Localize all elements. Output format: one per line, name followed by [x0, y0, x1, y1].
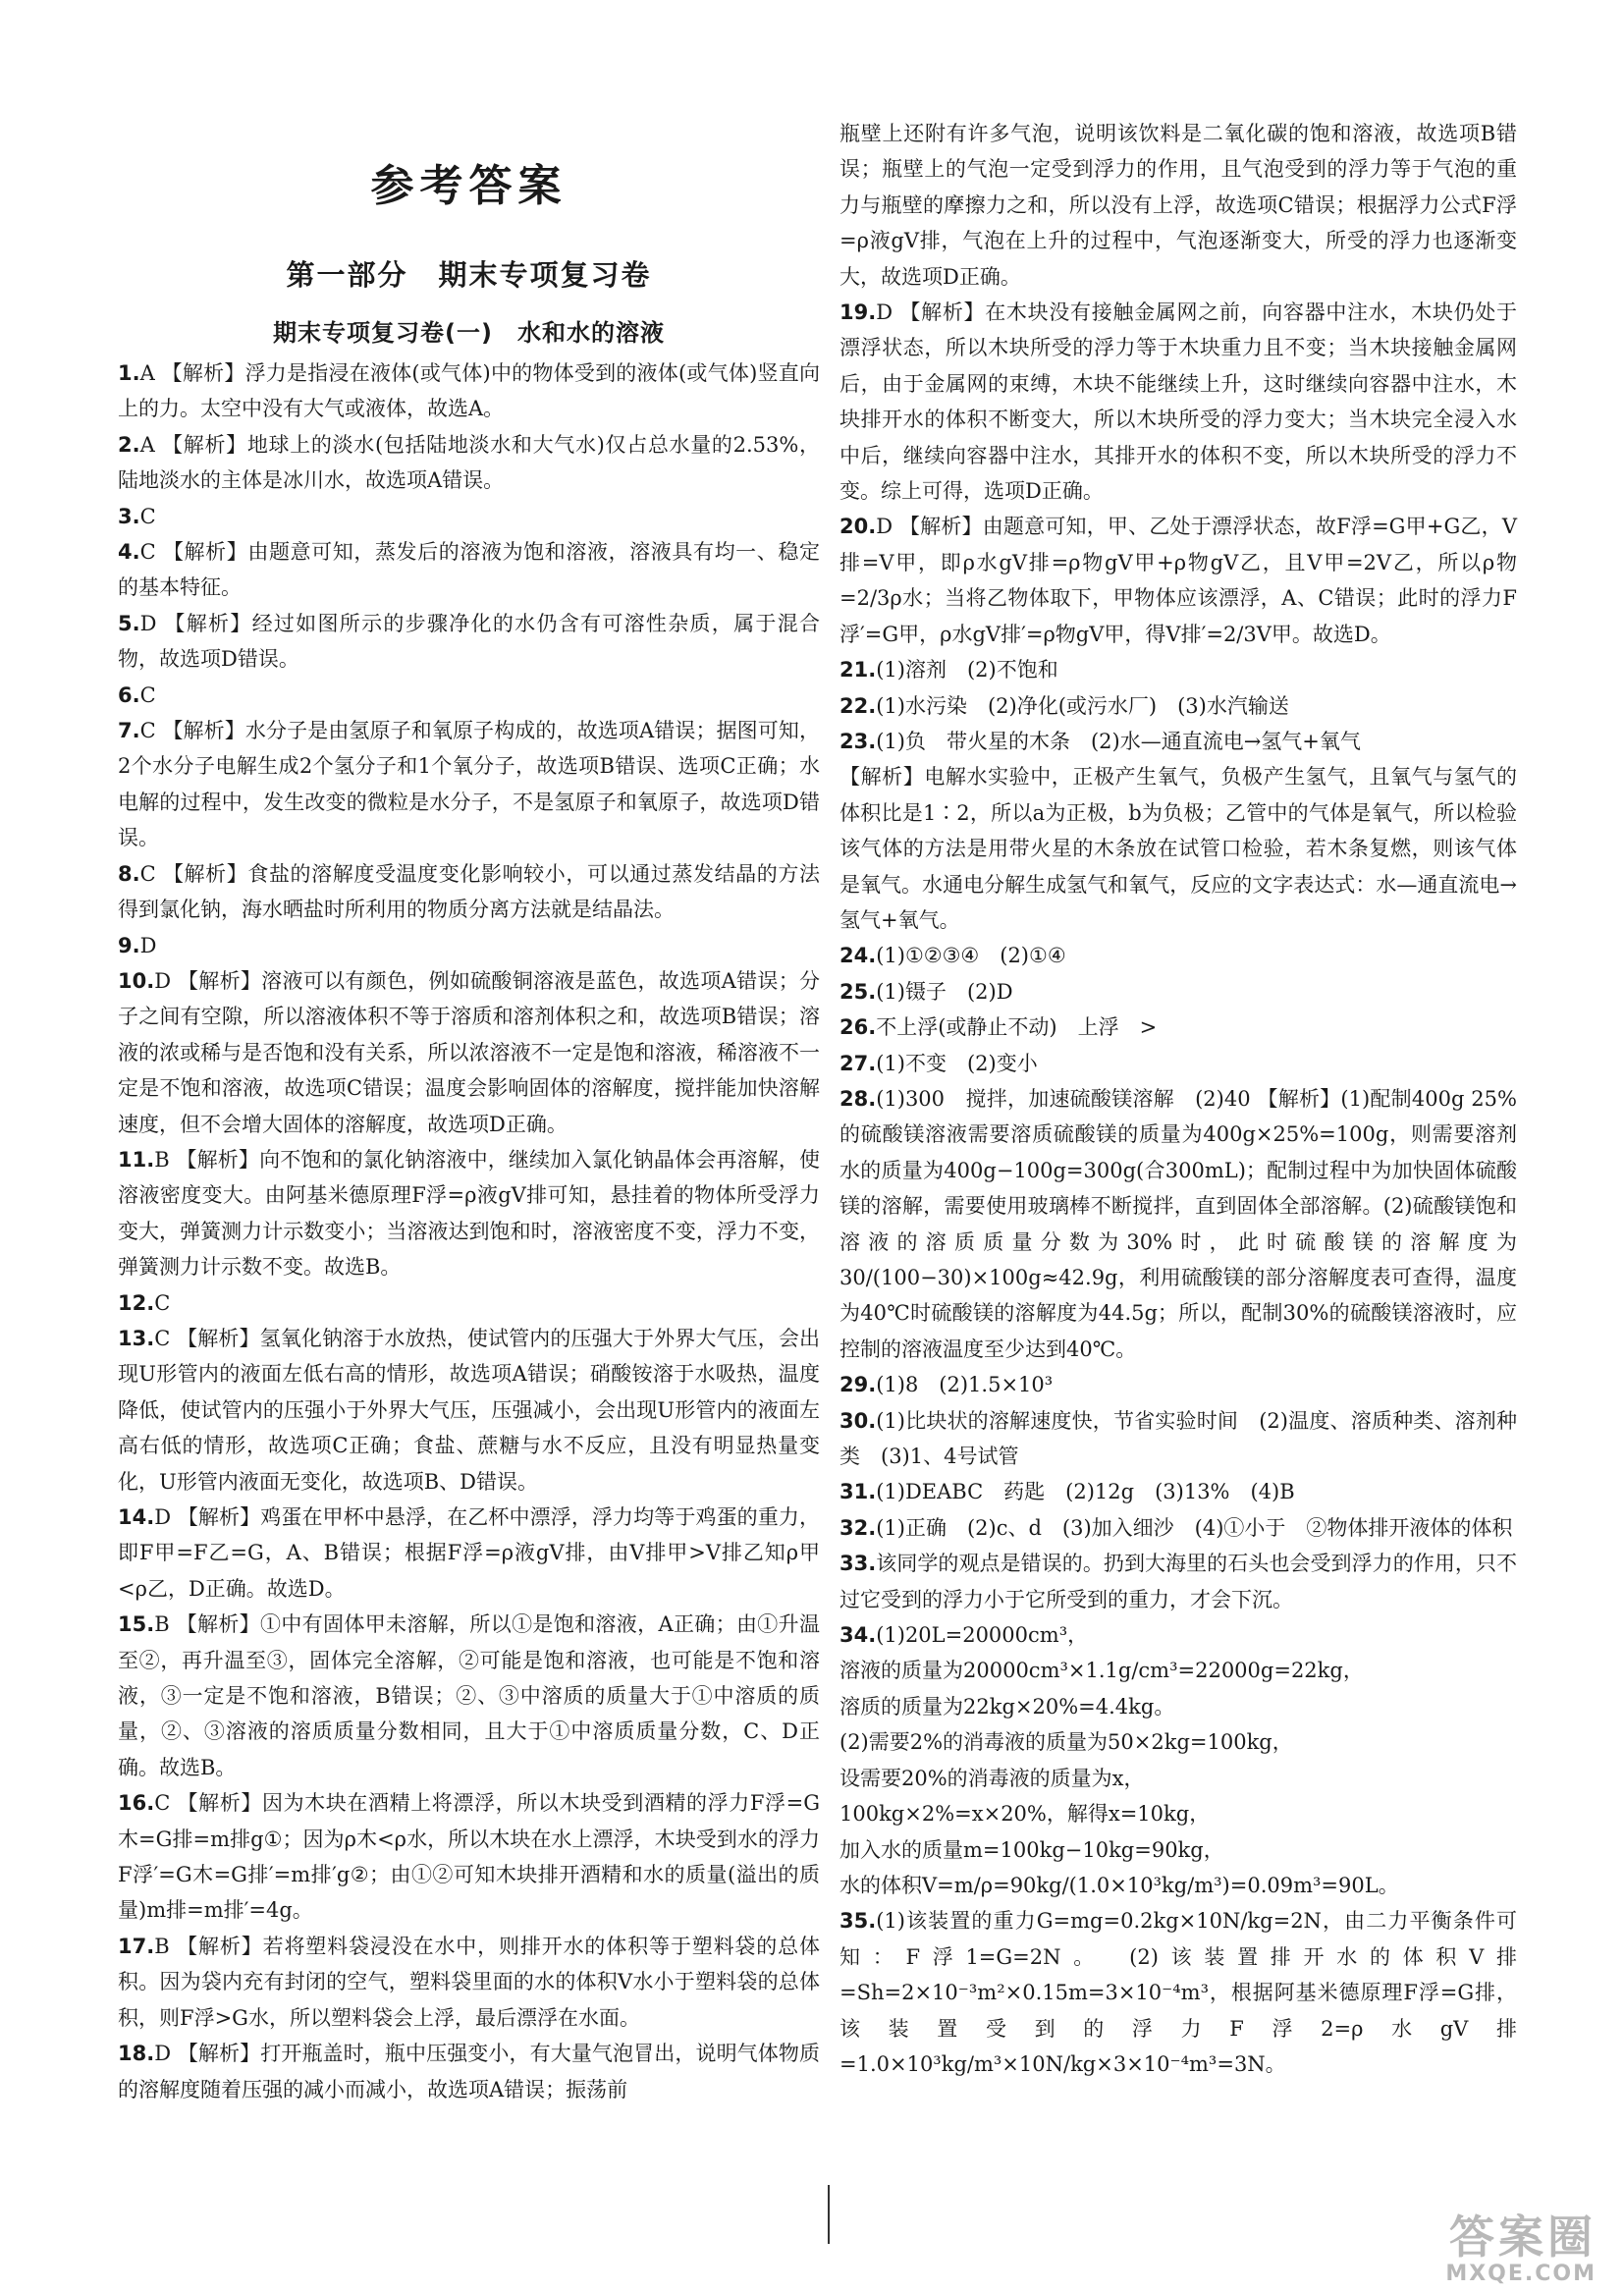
answer-item [839, 1653, 1517, 1688]
watermark [1445, 2212, 1597, 2286]
answer-text: (1)正确 (2)c、d (3)加入细沙 (4)①小于 ②物体排开液体的体积 [876, 1515, 1513, 1540]
answer-number: 22. [839, 693, 877, 718]
answer-item [839, 509, 1517, 652]
answer-text: C 【解析】因为木块在酒精上将漂浮，所以木块受到酒精的浮力F浮=G木=G排=m排g①；因为ρ木<ρ水，所以木块在水上漂浮，木块受到水的浮力F浮′=G木=G排′=m排′g②；由①②可知木块排开酒精和水的质量(溢出的质量)m排=m排′=4g。 [118, 1791, 820, 1923]
watermark-url: MXQE.COM [1445, 2262, 1597, 2286]
answer-item [118, 499, 820, 534]
answer-text: (2)需要2%的消毒液的质量为50×2kg=100kg， [839, 1730, 1293, 1755]
answer-text: C [139, 504, 156, 528]
answer-text: B 【解析】向不饱和的氯化钠溶液中，继续加入氯化钠晶体会再溶解，使溶液密度变大。由阿基米德原理F浮=ρ液gV排可知，悬挂着的物体所受浮力变大，弹簧测力计示数变小；当溶液达到饱和时，溶液密度不变，浮力不变，弹簧测力计示数不变。故选B。 [118, 1147, 820, 1280]
answer-text: 溶质的质量为22kg×20%=4.4kg。 [839, 1694, 1175, 1719]
answer-number: 29. [839, 1373, 877, 1397]
answer-item [839, 1903, 1517, 2082]
answer-number: 16. [118, 1791, 155, 1816]
answer-item [839, 1081, 1517, 1367]
answer-item [839, 1403, 1517, 1475]
answer-number: 30. [839, 1408, 877, 1433]
answer-number: 15. [118, 1612, 155, 1637]
answer-item [839, 688, 1517, 724]
answer-list-left [118, 355, 820, 2107]
answer-number: 14. [118, 1505, 155, 1529]
answer-item [839, 1832, 1517, 1868]
answer-number: 6. [118, 682, 140, 707]
answer-text: B 【解析】若将塑料袋浸没在水中，则排开水的体积等于塑料袋的总体积。因为袋内充有封闭的空气，塑料袋里面的水的体积V水小于塑料袋的总体积，则F浮>G水，所以塑料袋会上浮，最后漂浮在水面。 [118, 1934, 820, 2030]
answer-item [839, 1796, 1517, 1831]
answer-item [839, 295, 1517, 509]
answer-text: 100kg×2%=x×20%，解得x=10kg， [839, 1802, 1211, 1827]
answer-text: C [139, 682, 156, 707]
answer-text: (1)不变 (2)变小 [876, 1051, 1038, 1075]
answer-text: 瓶壁上还附有许多气泡，说明该饮料是二氧化碳的饱和溶液，故选项B错误；瓶壁上的气泡一定受到浮力的作用，且气泡受到的浮力等于气泡的重力与瓶壁的摩擦力之和，所以没有上浮，故选项C错误；根据浮力公式F浮=ρ液gV排，气泡在上升的过程中，气泡逐渐变大，所受的浮力也逐渐变大，故选项D正确。 [839, 122, 1517, 289]
answer-number: 3. [118, 504, 140, 528]
answer-item [118, 1142, 820, 1285]
answer-text: C 【解析】由题意可知，蒸发后的溶液为饱和溶液，溶液具有均一、稳定的基本特征。 [118, 540, 820, 600]
answer-number: 35. [839, 1909, 877, 1934]
answer-text: A 【解析】地球上的淡水(包括陆地淡水和大气水)仅占总水量的2.53%，陆地淡水的主体是冰川水，故选项A错误。 [118, 432, 820, 493]
answer-item [118, 534, 820, 606]
answer-number: 31. [839, 1480, 877, 1504]
answer-number: 21. [839, 658, 877, 682]
answer-item [839, 1617, 1517, 1653]
answer-item [839, 759, 1517, 938]
answer-text: C 【解析】氢氧化钠溶于水放热，使试管内的压强大于外界大气压，会出现U形管内的液面左低右高的情形，故选项A错误；硝酸铵溶于水吸热，温度降低，使试管内的压强小于外界大气压，压强减小，会出现U形管内的液面左高右低的情形，故选项C正确；食盐、蔗糖与水不反应，且没有明显热量变化，U形管内液面无变化，故选项B、D错误。 [118, 1326, 820, 1494]
answer-item [118, 856, 820, 928]
answer-item [839, 1510, 1517, 1546]
answer-number: 25. [839, 979, 877, 1004]
answer-text: (1)8 (2)1.5×10³ [876, 1373, 1054, 1397]
answer-text: D 【解析】在木块没有接触金属网之前，向容器中注水，木块仍处于漂浮状态，所以木块所受的浮力等于木块重力且不变；当木块接触金属网后，由于金属网的束缚，木块不能继续上升，这时继续向容器中注水，木块排开水的体积不断变大，所以木块所受的浮力变大；当木块完全浸入水中后，继续向容器中注水，其排开水的体积不变，所以木块所受的浮力不变。综上可得，选项D正确。 [839, 300, 1517, 504]
answer-number: 5. [118, 611, 140, 635]
answer-number: 4. [118, 540, 140, 565]
answer-item [839, 1046, 1517, 1081]
answer-item [118, 1929, 820, 2036]
answer-number: 26. [839, 1015, 877, 1040]
answer-number: 9. [118, 933, 140, 957]
answer-item [839, 1868, 1517, 1903]
answer-item [118, 606, 820, 678]
answer-item [839, 1546, 1517, 1617]
answer-item [839, 724, 1517, 759]
answer-text: (1)20L=20000cm³， [876, 1623, 1089, 1648]
left-column [118, 0, 820, 2107]
answer-item [118, 678, 820, 713]
answer-text: D 【解析】由题意可知，甲、乙处于漂浮状态，故F浮=G甲+G乙，V排=V甲，即ρ水gV排=ρ物gV甲+ρ物gV乙，且V甲=2V乙，所以ρ物=2/3ρ水；当将乙物体取下，甲物体应该漂浮，A、C错误；此时的浮力F浮′=G甲，ρ水gV排′=ρ物gV甲，得V排′=2/3V甲。故选D。 [839, 515, 1517, 646]
answer-text: C 【解析】食盐的溶解度受温度变化影响较小，可以通过蒸发结晶的方法得到氯化钠，海水晒盐时所利用的物质分离方法就是结晶法。 [118, 861, 820, 922]
answer-text: D 【解析】鸡蛋在甲杯中悬浮，在乙杯中漂浮，浮力均等于鸡蛋的重力，即F甲=F乙=G，A、B错误；根据F浮=ρ液gV排，由V排甲>V排乙知ρ甲<ρ乙，D正确。故选D。 [118, 1505, 820, 1601]
answer-number: 10. [118, 968, 155, 993]
answer-item [118, 928, 820, 963]
answer-item [118, 1500, 820, 1607]
answer-number: 33. [839, 1552, 877, 1576]
answer-number: 24. [839, 944, 877, 968]
answer-item [839, 652, 1517, 687]
answer-number: 28. [839, 1086, 877, 1111]
answer-text: (1)DEABC 药匙 (2)12g (3)13% (4)B [876, 1480, 1295, 1504]
answer-text: 不上浮(或静止不动) 上浮 > [876, 1015, 1158, 1040]
answer-item [839, 116, 1517, 295]
answer-item [118, 427, 820, 499]
answer-text: (1)负 带火星的木条 (2)水—通直流电→氢气+氧气 [876, 729, 1361, 753]
answer-text: B 【解析】①中有固体甲未溶解，所以①是饱和溶液，A正确；由①升温至②，再升温至③，固体完全溶解，②可能是饱和溶液，也可能是不饱和溶液，③一定是不饱和溶液，B错误；②、③中溶质的质量大于①中溶质的质量，②、③溶液的溶质质量分数相同，且大于①中溶质质量分数，C、D正确。故选B。 [118, 1612, 820, 1779]
answer-text: D 【解析】打开瓶盖时，瓶中压强变小，有大量气泡冒出，说明气体物质的溶解度随着压强的减小而减小，故选项A错误；振荡前 [118, 2042, 820, 2101]
answer-item [839, 1010, 1517, 1045]
answer-number: 1. [118, 361, 140, 385]
answer-item [118, 355, 820, 427]
answer-text: (1)①②③④ (2)①④ [876, 944, 1066, 968]
answer-item [118, 1607, 820, 1785]
answer-text: (1)该装置的重力G=mg=0.2kg×10N/kg=2N，由二力平衡条件可知：F浮1=G=2N。 (2)该装置排开水的体积V排=Sh=2×10⁻³m²×0.15m=3×10⁻⁴m³，根据阿基米德原理F浮=G排，该装置受到的浮力F浮2=ρ水gV排=1.0×10³kg/m³×10N/kg×3×10⁻⁴m³=3N。 [839, 1909, 1517, 2076]
answer-item [118, 1285, 820, 1321]
answer-item [839, 938, 1517, 973]
answer-item [839, 1724, 1517, 1760]
answer-item [839, 1367, 1517, 1402]
answer-number: 7. [118, 719, 140, 743]
answer-text: 水的体积V=m/ρ=90kg/(1.0×10³kg/m³)=0.09m³=90L。 [839, 1873, 1399, 1897]
answer-text: (1)镊子 (2)D [876, 979, 1013, 1004]
section-title: 期末专项复习卷(一) 水和水的溶液 [273, 319, 665, 347]
answer-text: C [154, 1290, 171, 1315]
answer-text: 该同学的观点是错误的。扔到大海里的石头也会受到浮力的作用，只不过它受到的浮力小于它所受到的重力，才会下沉。 [839, 1552, 1517, 1611]
answer-item [839, 1761, 1517, 1796]
answer-number: 23. [839, 729, 877, 753]
answer-item [839, 1689, 1517, 1724]
answer-number: 11. [118, 1147, 155, 1172]
answer-text: 设需要20%的消毒液的质量为x， [839, 1766, 1145, 1790]
answer-text: A 【解析】浮力是指浸在液体(或气体)中的物体受到的液体(或气体)竖直向上的力。太空中没有大气或液体，故选A。 [118, 361, 820, 421]
answer-item [839, 974, 1517, 1010]
answer-number: 18. [118, 2042, 155, 2066]
answer-item [118, 1785, 820, 1929]
answer-number: 17. [118, 1934, 155, 1958]
answer-item [839, 1474, 1517, 1509]
answer-item [118, 713, 820, 856]
answer-text: 【解析】电解水实验中，正极产生氧气，负极产生氢气，且氧气与氢气的体积比是1∶2，所以a为正极，b为负极；乙管中的气体是氧气，所以检验该气体的方法是用带火星的木条放在试管口检验，若木条复燃，则该气体是氧气。水通电分解生成氢气和氧气，反应的文字表达式：水—通直流电→氢气+氧气。 [839, 765, 1517, 932]
answer-number: 20. [839, 515, 877, 539]
answer-text: D 【解析】经过如图所示的步骤净化的水仍含有可溶性杂质，属于混合物，故选项D错误。 [118, 611, 820, 672]
answer-item [118, 2036, 820, 2107]
answer-item [118, 963, 820, 1142]
answer-number: 34. [839, 1623, 877, 1648]
part-title: 第一部分 期末专项复习卷 [286, 258, 652, 292]
answer-text: C 【解析】水分子是由氢原子和氧原子构成的，故选项A错误；据图可知，2个水分子电解生成2个氢分子和1个氧分子，故选项B错误、选项C正确；水电解的过程中，发生改变的微粒是水分子，不是氢原子和氧原子，故选项D错误。 [118, 719, 820, 850]
watermark-logo: 答案圈 [1449, 2210, 1597, 2264]
answer-text: 加入水的质量m=100kg−10kg=90kg， [839, 1837, 1224, 1862]
answer-text: (1)300 搅拌，加速硫酸镁溶解 (2)40 【解析】(1)配制400g 25%的硫酸镁溶液需要溶质硫酸镁的质量为400g×25%=100g，则需要溶剂水的质量为400g−100g=300g(合300mL)；配制过程中为加快固体硫酸镁的溶解，需要使用玻璃棒不断搅拌，直到固体全部溶解。(2)硫酸镁饱和溶液的溶质质量分数为30%时，此时硫酸镁的溶解度为30/(100−30)×100g≈42.9g，利用硫酸镁的部分溶解度表可查得，温度为40℃时硫酸镁的溶解度为44.5g；所以，配制30%的硫酸镁溶液时，应控制的溶液温度至少达到40℃。 [839, 1086, 1517, 1361]
answer-number: 19. [839, 300, 877, 325]
answer-number: 13. [118, 1326, 155, 1350]
answer-text: (1)比块状的溶解速度快，节省实验时间 (2)温度、溶质种类、溶剂种类 (3)1、4号试管 [839, 1408, 1517, 1469]
answer-text: (1)溶剂 (2)不饱和 [876, 658, 1058, 682]
answer-list-right [839, 0, 1517, 2082]
answer-item [118, 1321, 820, 1500]
column-divider [828, 2185, 830, 2244]
answer-number: 32. [839, 1515, 877, 1540]
answer-text: D [139, 933, 157, 957]
answer-number: 2. [118, 432, 140, 457]
answer-number: 8. [118, 861, 140, 886]
answer-text: 溶液的质量为20000cm³×1.1g/cm³=22000g=22kg， [839, 1659, 1364, 1683]
answer-number: 27. [839, 1051, 877, 1075]
answer-text: (1)水污染 (2)净化(或污水厂) (3)水汽输送 [876, 693, 1289, 718]
answer-number: 12. [118, 1290, 155, 1315]
answer-text: D 【解析】溶液可以有颜色，例如硫酸铜溶液是蓝色，故选项A错误；分子之间有空隙，所以溶液体积不等于溶质和溶剂体积之和，故选项B错误；溶液的浓或稀与是否饱和没有关系，所以浓溶液不一定是饱和溶液，稀溶液不一定是不饱和溶液，故选项C错误；温度会影响固体的溶解度，搅拌能加快溶解速度，但不会增大固体的溶解度，故选项D正确。 [118, 968, 820, 1136]
page-title: 参考答案 [370, 161, 568, 211]
